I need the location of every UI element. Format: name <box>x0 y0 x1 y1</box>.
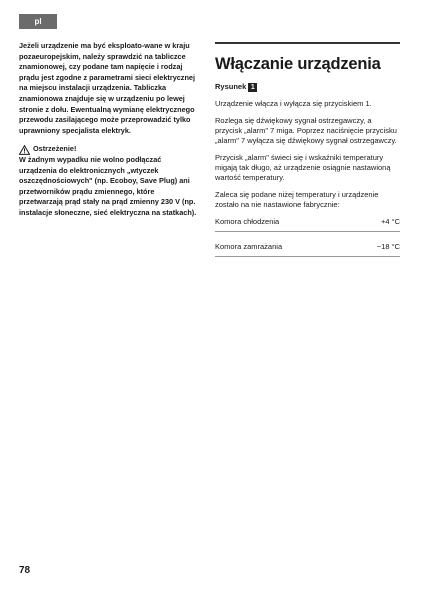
warning-text: W żadnym wypadku nie wolno podłączać urządzenia do elektronicznych „wtyczek oszczędnościowych" (np. Ecoboy, Save Plug) ani przetworników prądu zmiennego, które przetwarzają prąd stały na prąd zmienny 230 V (np. instalacje słoneczne, sieć elektryczna na statkach). <box>19 154 197 217</box>
temperature-row-freezer <box>215 242 400 257</box>
right-column <box>215 41 400 267</box>
figure-label: Rysunek <box>215 82 247 91</box>
page-number: 78 <box>19 565 31 576</box>
temperature-value: −18 °C <box>376 242 400 251</box>
warning-heading <box>19 144 199 155</box>
temperature-row-fridge <box>215 217 400 232</box>
warning-triangle-icon <box>19 145 30 155</box>
left-column <box>19 41 199 219</box>
warning-heading-text: Ostrzeżenie! <box>33 144 77 154</box>
figure-number-badge: 1 <box>248 83 257 92</box>
section-title: Włączanie urządzenia <box>215 55 381 73</box>
language-tab: pl <box>19 14 57 29</box>
paragraph-alarm-light: Przycisk „alarm" świeci się i wskaźniki temperatury migają tak długo, aż urządzenie osiągnie nastawioną wartość temperatury. <box>215 153 391 182</box>
paragraph-switch-on: Urządzenie włącza i wyłącza się przyciskiem 1. <box>215 99 372 108</box>
paragraph-alarm: Rozlega się dźwiękowy sygnał ostrzegawczy, a przycisk „alarm" 7 miga. Poprzez naciśnięcie przycisku „alarm" 7 wyłącza się dźwiękowy sygnał ostrzegawczy. <box>215 116 397 145</box>
temperature-value: +4 °C <box>380 217 400 226</box>
paragraph-recommended: Zaleca się podane niżej temperatury i urządzenie zostało na nie nastawione fabrycznie: <box>215 190 379 209</box>
temperature-label: Komora zamrażania <box>215 242 283 251</box>
temperature-label: Komora chłodzenia <box>215 217 280 226</box>
electrical-info-paragraph: Jeżeli urządzenie ma być eksploato-wane w kraju pozaeuropejskim, należy sprawdzić na tabliczce znamionowej, czy podane tam napięcie i rodzaj prądu jest zgodne z parametrami sieci elektrycznej na miejscu instalacji urządzenia. Tabliczka znamionowa znajduje się w urządzeniu po lewej stronie z dołu. Ewentualną wymianę elektrycznego przewodu zasilającego może przeprowadzić tylko uprawniony specjalista elektryk. <box>19 41 196 135</box>
section-rule <box>215 42 400 44</box>
figure-reference <box>215 82 400 92</box>
